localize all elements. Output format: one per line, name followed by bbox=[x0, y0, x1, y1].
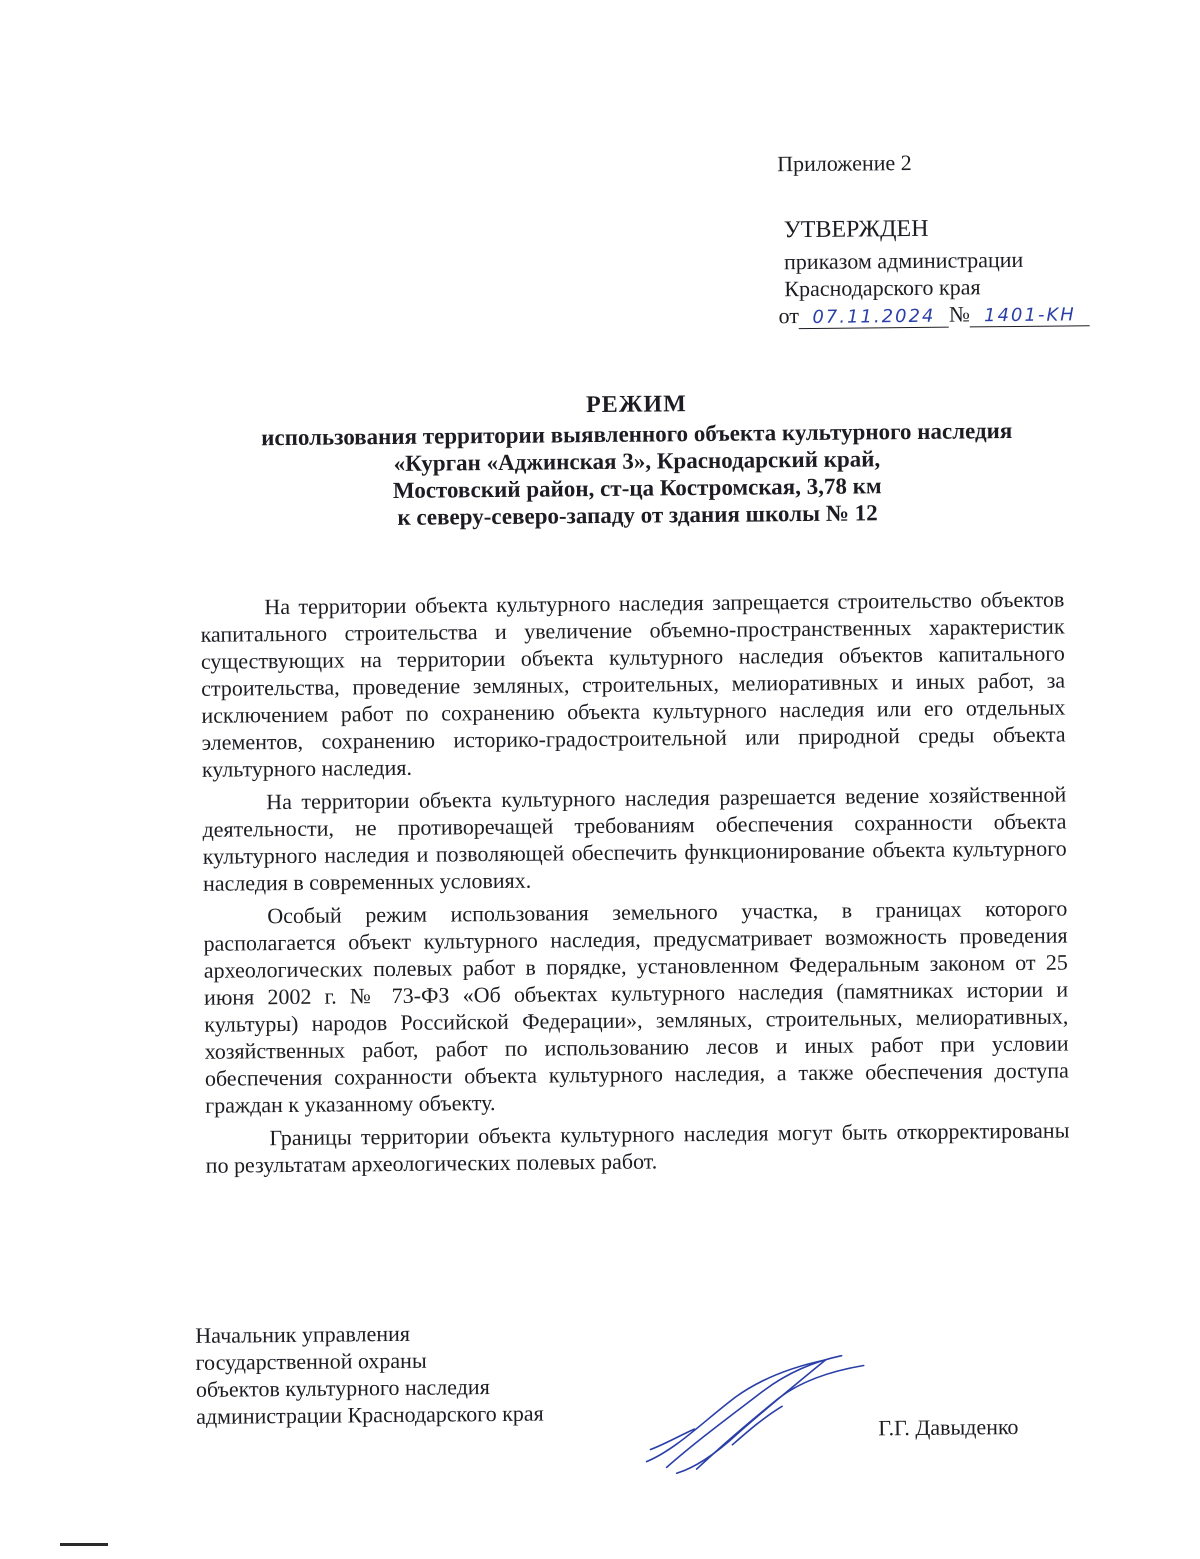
order-date-value: 07.11.2024 bbox=[812, 305, 936, 328]
body-paragraph: Границы территории объекта культурного наследия могут быть откорректированы по результатам археологических полевых работ. bbox=[205, 1117, 1070, 1178]
heading-line: «Курган «Аджинская 3», Краснодарский край, bbox=[393, 446, 881, 476]
signer-name: Г.Г. Давыденко bbox=[878, 1414, 1019, 1441]
approval-region: Краснодарского края bbox=[784, 274, 981, 302]
approved-label: УТВЕРЖДЕН bbox=[783, 215, 929, 244]
body-paragraph: Особый режим использования земельного участка, в границах которого располагается объект культурного наследия, предусматривает возможность проведения археологических полевых работ в порядке, установленном Федеральным законом от 25 июня 2002 г. № 73-ФЗ «Об объектах культурного наследия (памятниках истории и культуры) народов Российской Федерации», земляных, строительных, мелиоративных, хозяйственных работ, работ по использованию лесов и иных работ при условии обеспечения сохранности объекта культурного наследия, а также обеспечения доступа граждан к указанному объекту. bbox=[203, 895, 1069, 1118]
heading-line: к северу-северо-западу от здания школы № 12 bbox=[397, 500, 878, 530]
appendix-label: Приложение 2 bbox=[777, 149, 912, 177]
number-prefix: № bbox=[948, 301, 971, 327]
handwritten-signature bbox=[636, 1347, 877, 1479]
signer-position-line: государственной охраны bbox=[195, 1347, 427, 1375]
document-title: РЕЖИМ bbox=[585, 391, 687, 419]
signer-position-line: объектов культурного наследия bbox=[195, 1374, 490, 1402]
body-paragraph: На территории объекта культурного наследия разрешается ведение хозяйственной деятельности, не противоречащей требованиям обеспечения сохранности объекта культурного наследия и позволяющей обеспечить функционирование объекта культурного наследия в современных условиях. bbox=[202, 781, 1067, 896]
scan-edge-mark bbox=[60, 1543, 108, 1546]
order-date-field bbox=[799, 303, 949, 329]
date-prefix: от bbox=[778, 303, 800, 329]
heading-line: Мостовский район, ст-ца Костромская, 3,78 км bbox=[392, 473, 882, 503]
order-line bbox=[778, 299, 1138, 329]
signer-position-line: администрации Краснодарского края bbox=[196, 1400, 544, 1429]
approval-block bbox=[777, 147, 1139, 329]
order-number-value: 1401-KH bbox=[983, 304, 1076, 327]
approval-by-order: приказом администрации bbox=[783, 246, 1024, 275]
document-body bbox=[200, 586, 1070, 1185]
document-heading bbox=[156, 387, 1117, 533]
order-number-field bbox=[970, 301, 1090, 327]
heading-line: использования территории выявленного объекта культурного наследия bbox=[261, 418, 1013, 451]
body-paragraph: На территории объекта культурного наследия запрещается строительство объектов капитального строительства и увеличение объемно-пространственных характеристик существующих на территории объекта культурного наследия объектов капитального строительства, проведение земляных, строительных, мелиоративных и иных работ, за исключением работ по сохранению объекта культурного наследия или его отдельных элементов, сохранению историко-градостроительной или природной среды объекта культурного наследия. bbox=[200, 586, 1066, 782]
signer-position-line: Начальник управления bbox=[195, 1320, 411, 1348]
signer-position bbox=[195, 1318, 616, 1430]
